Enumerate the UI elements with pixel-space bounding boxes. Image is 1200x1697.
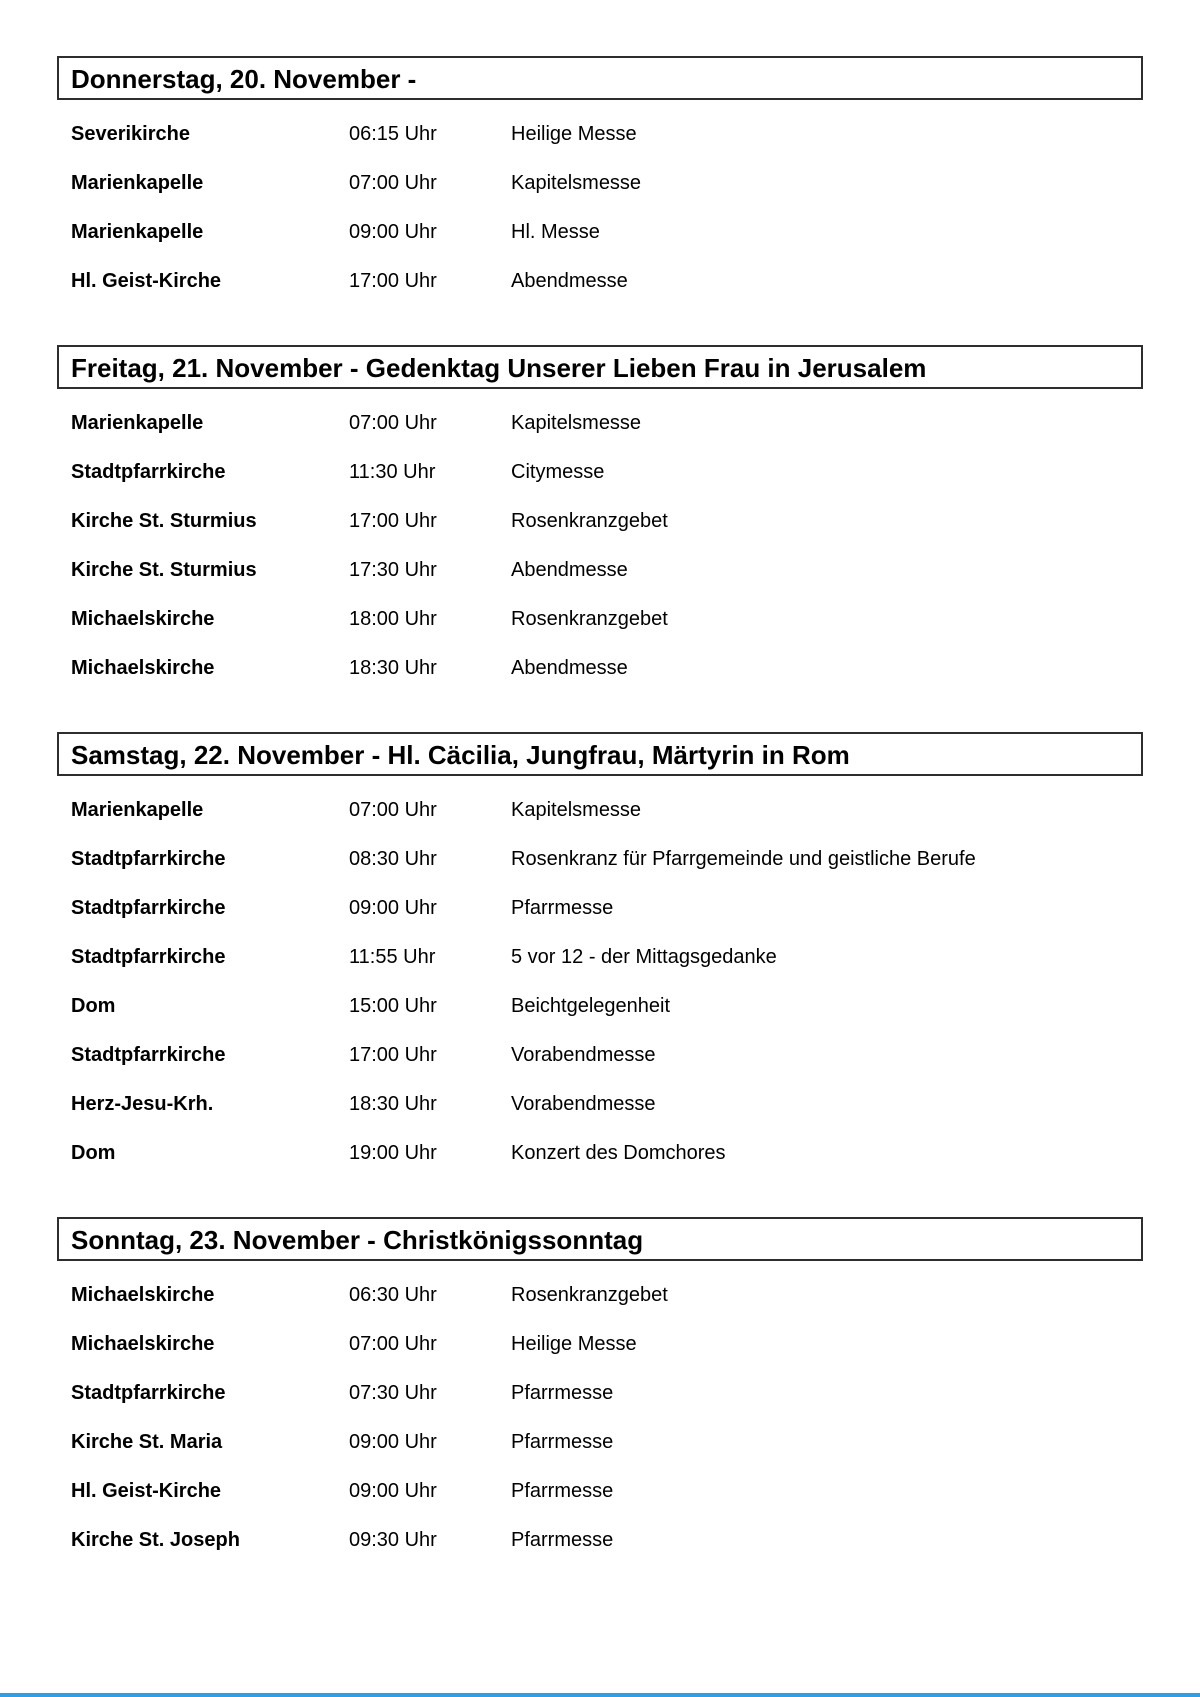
event-row <box>71 1320 1143 1369</box>
event-location: Dom <box>71 995 116 1017</box>
event-location: Stadtpfarrkirche <box>71 946 226 968</box>
event-row <box>71 933 1143 982</box>
event-service: Konzert des Domchores <box>511 1142 726 1164</box>
day-header-title: Sonntag, 23. November - Christkönigssonntag <box>71 1225 644 1255</box>
event-location: Michaelskirche <box>71 608 215 630</box>
event-service: Beichtgelegenheit <box>511 995 671 1017</box>
event-time: 07:00 Uhr <box>349 172 437 194</box>
event-row <box>71 257 1143 306</box>
event-location: Kirche St. Maria <box>71 1431 223 1453</box>
event-service: Hl. Messe <box>511 221 600 243</box>
day-header-title: Donnerstag, 20. November - <box>71 64 417 94</box>
event-time: 15:00 Uhr <box>349 995 437 1017</box>
event-time: 17:30 Uhr <box>349 559 437 581</box>
event-service: Pfarrmesse <box>511 897 614 919</box>
event-service: Rosenkranzgebet <box>511 608 668 630</box>
event-service: Kapitelsmesse <box>511 172 642 194</box>
event-time: 07:00 Uhr <box>349 412 437 434</box>
event-row <box>71 1467 1143 1516</box>
event-service: Citymesse <box>511 461 605 483</box>
event-time: 07:30 Uhr <box>349 1382 437 1404</box>
event-row <box>71 884 1143 933</box>
event-location: Marienkapelle <box>71 221 204 243</box>
event-time: 18:30 Uhr <box>349 1093 437 1115</box>
event-row <box>71 595 1143 644</box>
event-time: 09:30 Uhr <box>349 1529 437 1551</box>
event-location: Marienkapelle <box>71 172 204 194</box>
event-row <box>71 546 1143 595</box>
day-header-title: Samstag, 22. November - Hl. Cäcilia, Jungfrau, Märtyrin in Rom <box>71 740 850 770</box>
event-time: 06:15 Uhr <box>349 123 437 145</box>
day-header-box <box>57 345 1143 389</box>
event-row <box>71 448 1143 497</box>
event-service: Heilige Messe <box>511 123 637 145</box>
event-rows <box>57 1271 1143 1565</box>
event-row <box>71 208 1143 257</box>
event-location: Dom <box>71 1142 116 1164</box>
day-header-box <box>57 1217 1143 1261</box>
event-service: Abendmesse <box>511 270 628 292</box>
event-location: Kirche St. Sturmius <box>71 510 257 532</box>
event-service: Heilige Messe <box>511 1333 637 1355</box>
event-service: Pfarrmesse <box>511 1382 614 1404</box>
event-row <box>71 399 1143 448</box>
event-row <box>71 1418 1143 1467</box>
event-time: 18:30 Uhr <box>349 657 437 679</box>
event-row <box>71 1129 1143 1178</box>
event-rows <box>57 110 1143 306</box>
event-time: 18:00 Uhr <box>349 608 437 630</box>
event-row <box>71 110 1143 159</box>
event-service: 5 vor 12 - der Mittagsgedanke <box>511 946 777 968</box>
event-time: 07:00 Uhr <box>349 1333 437 1355</box>
event-row <box>71 1031 1143 1080</box>
day-header-box <box>57 732 1143 776</box>
event-service: Pfarrmesse <box>511 1480 614 1502</box>
event-row <box>71 786 1143 835</box>
event-service: Kapitelsmesse <box>511 799 642 821</box>
event-location: Michaelskirche <box>71 1333 215 1355</box>
event-service: Kapitelsmesse <box>511 412 642 434</box>
event-row <box>71 1369 1143 1418</box>
event-location: Stadtpfarrkirche <box>71 848 226 870</box>
event-time: 09:00 Uhr <box>349 1431 437 1453</box>
event-time: 09:00 Uhr <box>349 221 437 243</box>
event-time: 17:00 Uhr <box>349 510 437 532</box>
day-section <box>57 345 1143 693</box>
event-time: 11:55 Uhr <box>349 946 436 968</box>
event-location: Stadtpfarrkirche <box>71 897 226 919</box>
day-header-title: Freitag, 21. November - Gedenktag Unserer Lieben Frau in Jerusalem <box>71 353 927 383</box>
event-row <box>71 1271 1143 1320</box>
event-service: Vorabendmesse <box>511 1093 656 1115</box>
event-time: 09:00 Uhr <box>349 1480 437 1502</box>
event-time: 06:30 Uhr <box>349 1284 437 1306</box>
schedule-sections <box>57 56 1143 1565</box>
event-service: Abendmesse <box>511 657 628 679</box>
event-service: Pfarrmesse <box>511 1431 614 1453</box>
event-service: Vorabendmesse <box>511 1044 656 1066</box>
bottom-accent-bar <box>0 1693 1200 1697</box>
event-service: Abendmesse <box>511 559 628 581</box>
event-location: Stadtpfarrkirche <box>71 461 226 483</box>
event-location: Marienkapelle <box>71 412 204 434</box>
event-location: Kirche St. Sturmius <box>71 559 257 581</box>
event-location: Severikirche <box>71 123 190 145</box>
event-time: 11:30 Uhr <box>349 461 436 483</box>
event-location: Kirche St. Joseph <box>71 1529 240 1551</box>
event-service: Rosenkranzgebet <box>511 510 668 532</box>
event-time: 09:00 Uhr <box>349 897 437 919</box>
event-row <box>71 159 1143 208</box>
event-time: 19:00 Uhr <box>349 1142 437 1164</box>
event-row <box>71 982 1143 1031</box>
event-location: Michaelskirche <box>71 1284 215 1306</box>
event-service: Rosenkranz für Pfarrgemeinde und geistliche Berufe <box>511 848 976 870</box>
event-time: 07:00 Uhr <box>349 799 437 821</box>
event-time: 17:00 Uhr <box>349 1044 437 1066</box>
event-row <box>71 1080 1143 1129</box>
event-location: Marienkapelle <box>71 799 204 821</box>
day-section <box>57 56 1143 306</box>
day-section <box>57 732 1143 1178</box>
event-service: Pfarrmesse <box>511 1529 614 1551</box>
event-service: Rosenkranzgebet <box>511 1284 668 1306</box>
event-location: Michaelskirche <box>71 657 215 679</box>
event-row <box>71 835 1143 884</box>
event-location: Hl. Geist-Kirche <box>71 1480 222 1502</box>
event-location: Stadtpfarrkirche <box>71 1382 226 1404</box>
event-row <box>71 497 1143 546</box>
day-header-box <box>57 56 1143 100</box>
event-rows <box>57 786 1143 1178</box>
event-location: Stadtpfarrkirche <box>71 1044 226 1066</box>
event-location: Hl. Geist-Kirche <box>71 270 222 292</box>
event-row <box>71 1516 1143 1565</box>
event-row <box>71 644 1143 693</box>
event-time: 17:00 Uhr <box>349 270 437 292</box>
event-time: 08:30 Uhr <box>349 848 437 870</box>
event-location: Herz-Jesu-Krh. <box>71 1093 214 1115</box>
day-section <box>57 1217 1143 1565</box>
event-rows <box>57 399 1143 693</box>
